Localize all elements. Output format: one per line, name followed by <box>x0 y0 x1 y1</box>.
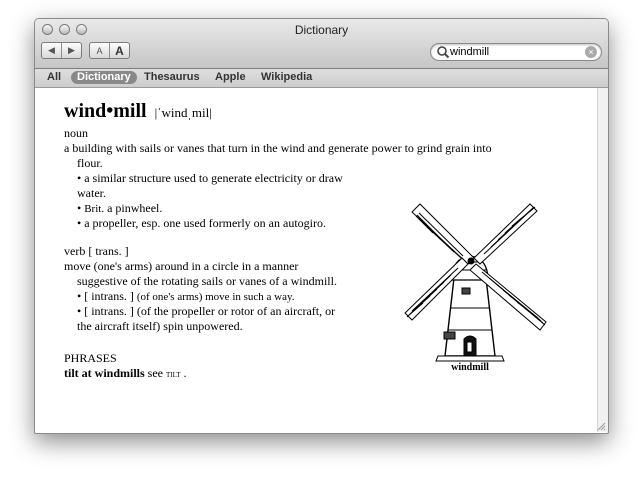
scope-thesaurus[interactable]: Thesaurus <box>144 71 200 83</box>
headword-line <box>64 100 212 123</box>
noun-sub2-text: a pinwheel. <box>107 201 163 215</box>
dictionary-window <box>34 18 609 434</box>
verb-sub2-prefix: • [ intrans. ] <box>77 304 134 318</box>
phrase: tilt at windmills <box>64 366 145 380</box>
vertical-scrollbar[interactable] <box>597 88 608 432</box>
noun-def1-line1: a building with sails or vanes that turn in the wind and generate power to grind grain into <box>64 141 492 155</box>
search-field[interactable] <box>430 43 602 61</box>
noun-sub1-line1: • a similar structure used to generate electricity or draw <box>77 171 343 185</box>
verb-sub1-text: (of one's arms) move in such a way. <box>136 291 295 303</box>
verb-sub1-prefix: • [ intrans. ] <box>77 289 134 303</box>
title-bar <box>35 19 608 69</box>
scope-apple[interactable]: Apple <box>215 71 246 83</box>
search-input[interactable] <box>450 45 578 59</box>
scope-wikipedia[interactable]: Wikipedia <box>261 71 313 83</box>
phrase-end: . <box>183 366 187 380</box>
forward-button[interactable] <box>61 43 81 58</box>
clear-search-icon[interactable]: × <box>585 46 597 58</box>
region-label: Brit. <box>84 203 105 215</box>
cross-reference-link[interactable]: tilt <box>166 369 181 380</box>
verb-sub1 <box>77 289 295 304</box>
noun-sub3: • a propeller, esp. one used formerly on an autogiro. <box>77 216 326 230</box>
verb-sub2 <box>77 304 335 319</box>
definition-content <box>35 88 598 432</box>
headword: wind•mill <box>64 100 147 122</box>
forward-arrow-icon: ▶ <box>68 45 75 55</box>
verb-def-line1: move (one's arms) around in a circle in a manner <box>64 259 299 273</box>
font-size-buttons <box>89 42 130 59</box>
phrases-heading: PHRASES <box>64 351 117 365</box>
font-larger-label: A <box>115 43 124 58</box>
pronunciation: |ˈwindˌmil| <box>154 105 212 120</box>
back-arrow-icon: ◀ <box>48 45 55 55</box>
illustration-caption: windmill <box>451 362 489 372</box>
bullet: • <box>77 201 82 215</box>
noun-sub1-line2: water. <box>77 186 106 200</box>
verb-def-line2: suggestive of the rotating sails or vanes of a windmill. <box>77 274 337 288</box>
window-title: Dictionary <box>294 23 349 37</box>
navigation-buttons <box>41 42 82 59</box>
back-button[interactable] <box>42 43 61 58</box>
verb-sub2-text: (of the propeller or rotor of an aircraft, or <box>136 304 336 318</box>
windmill-illustration <box>390 160 598 372</box>
resize-grip-icon[interactable] <box>597 422 606 431</box>
font-smaller-button[interactable] <box>90 43 109 58</box>
noun-sub2 <box>77 201 162 216</box>
font-smaller-label: A <box>96 45 103 56</box>
phrase-line <box>64 366 187 381</box>
scope-all[interactable]: All <box>47 71 62 83</box>
noun-def1-line2: flour. <box>77 156 103 170</box>
scope-dictionary[interactable]: Dictionary <box>71 71 137 84</box>
verb-pos: verb [ trans. ] <box>64 244 129 258</box>
phrase-see: see <box>147 366 163 380</box>
font-larger-button[interactable] <box>109 43 129 58</box>
source-scope-bar <box>35 69 608 88</box>
verb-sub2-line2: the aircraft itself) spin unpowered. <box>77 319 243 333</box>
noun-pos: noun <box>64 126 88 140</box>
